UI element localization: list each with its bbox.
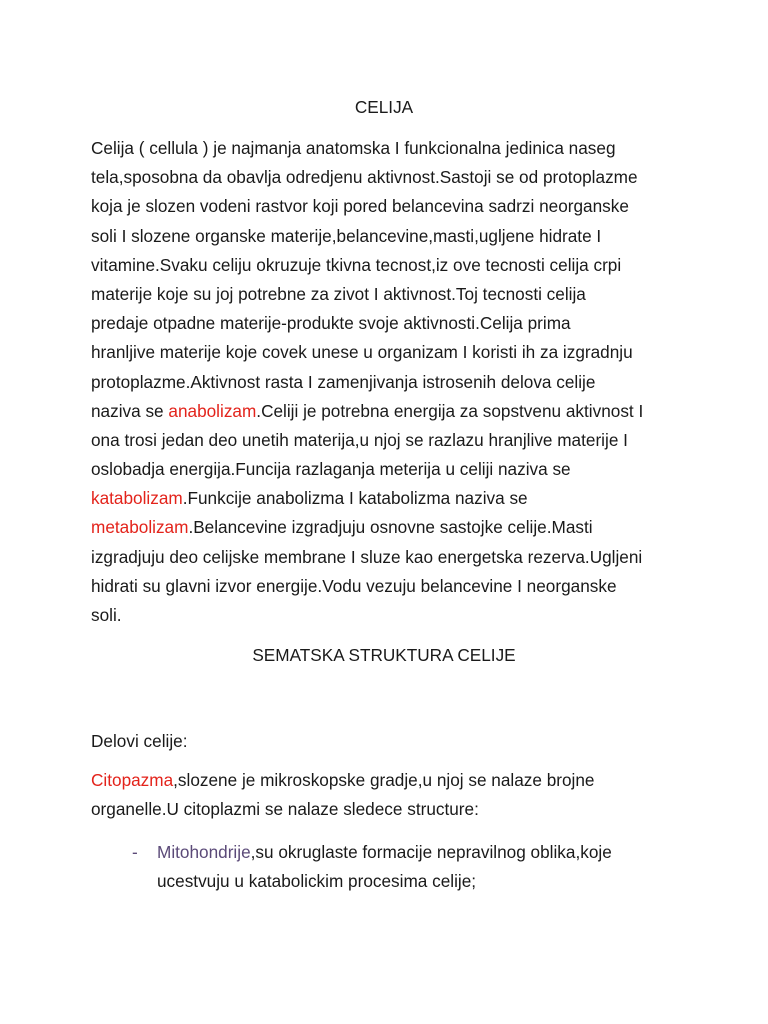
paragraph-line: Celija ( cellula ) je najmanja anatomska I funkcionalna jedinica naseg bbox=[91, 138, 616, 158]
term-mitohondrije: Mitohondrije bbox=[157, 842, 251, 862]
line-suffix: .Celiji je potrebna energija za sopstvenu aktivnost I bbox=[256, 400, 644, 421]
paragraph-line bbox=[91, 397, 731, 426]
paragraph-line: hidrati su glavni izvor energije.Vodu vezuju belancevine I neorganske bbox=[91, 575, 617, 596]
paragraph-line: protoplazme.Aktivnost rasta I zamenjivanja istrosenih delova celije bbox=[91, 371, 596, 392]
paragraph-line: tela,sposobna da obavlja odredjenu aktivnost.Sastoji se od protoplazme bbox=[91, 167, 638, 188]
document-title: CELIJA bbox=[354, 97, 414, 117]
term-citopazma: Citopazma bbox=[91, 770, 174, 790]
parts-heading: Delovi celije: bbox=[91, 731, 188, 751]
paragraph-line: materije koje su joj potrebne za zivot I aktivnost.Toj tecnosti celija bbox=[91, 283, 586, 304]
paragraph-line: koja je slozen vodeni rastvor koji pored belancevina sadrzi neorganske bbox=[91, 196, 629, 217]
paragraph-line: hranljive materije koje covek unese u organizam I koristi ih za izgradnju bbox=[91, 342, 633, 363]
paragraph-line: izgradjuju deo celijske membrane I sluze kao energetska rezerva.Ugljeni bbox=[91, 546, 643, 567]
intro-paragraph bbox=[91, 134, 731, 630]
term-metabolizam: metabolizam bbox=[91, 517, 189, 538]
paragraph-line bbox=[91, 513, 731, 542]
line-suffix: .Funkcije anabolizma I katabolizma naziva se bbox=[182, 488, 528, 509]
paragraph-line: ona trosi jedan deo unetih materija,u njoj se razlazu hranjlive materije I bbox=[91, 429, 628, 450]
line-suffix: ,slozene je mikroskopske gradje,u njoj se nalaze brojne bbox=[173, 770, 595, 790]
paragraph-line: organelle.U citoplazmi se nalaze sledece structure: bbox=[91, 799, 479, 820]
term-katabolizam: katabolizam bbox=[91, 488, 183, 509]
paragraph-line: predaje otpadne materije-produkte svoje aktivnosti.Celija prima bbox=[91, 313, 571, 334]
paragraph-line: vitamine.Svaku celiju okruzuje tkivna tecnost,iz ove tecnosti celija crpi bbox=[91, 254, 622, 275]
paragraph-line: ucestvuju u katabolickim procesima celije; bbox=[157, 871, 477, 892]
section-subtitle: SEMATSKA STRUKTURA CELIJE bbox=[252, 645, 516, 665]
paragraph-line bbox=[91, 484, 731, 513]
line-suffix: .Belancevine izgradjuju osnovne sastojke celije.Masti bbox=[188, 517, 593, 538]
paragraph-line: oslobadja energija.Funcija razlaganja meterija u celiji naziva se bbox=[91, 459, 571, 480]
bullet-text bbox=[157, 838, 612, 896]
paragraph-line bbox=[157, 838, 612, 867]
paragraph-line: soli. bbox=[91, 605, 122, 625]
bullet-dash: - bbox=[132, 842, 138, 862]
paragraph-line: soli I slozene organske materije,belancevine,masti,ugljene hidrate I bbox=[91, 225, 602, 246]
term-anabolizam: anabolizam bbox=[168, 400, 257, 421]
citoplazma-paragraph bbox=[91, 766, 595, 824]
line-prefix: naziva se bbox=[91, 400, 169, 421]
paragraph-line bbox=[91, 766, 595, 795]
line-suffix: ,su okruglaste formacije nepravilnog oblika,koje bbox=[250, 842, 612, 862]
